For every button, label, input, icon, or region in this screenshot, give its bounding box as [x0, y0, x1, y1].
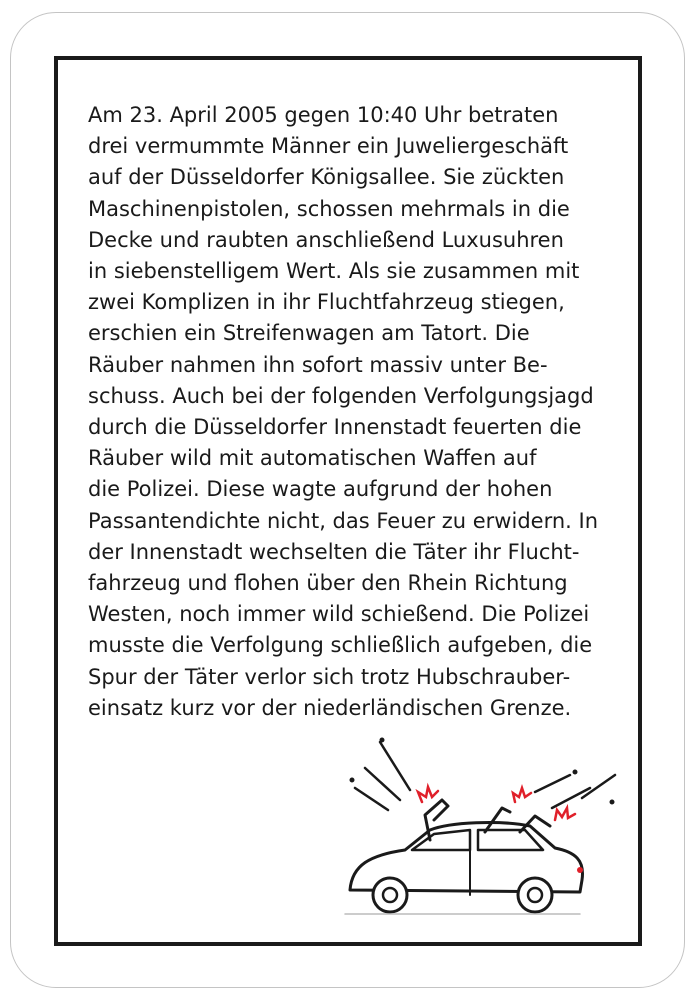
story-line: auf der Düsseldorfer Königsallee. Sie zückten [88, 165, 565, 190]
story-line: Westen, noch immer wild schießend. Die Polizei [88, 602, 590, 627]
story-line: einsatz kurz vor der niederländischen Grenze. [88, 695, 572, 720]
story-text [88, 100, 628, 724]
story-line: der Innenstadt wechselten die Täter ihr Flucht- [88, 539, 580, 564]
story-line: Räuber nahmen ihn sofort massiv unter Be- [88, 352, 548, 377]
story-line: Passantendichte nicht, das Feuer zu erwidern. In [88, 508, 598, 533]
story-line: musste die Verfolgung schließlich aufgeben, die [88, 633, 593, 658]
story-line: drei vermummte Männer ein Juweliergeschäft [88, 134, 569, 159]
getaway-car-shooting-icon [330, 730, 630, 930]
story-line: Maschinenpistolen, schossen mehrmals in die [88, 196, 570, 221]
story-line: Decke und raubten anschließend Luxusuhren [88, 227, 564, 252]
story-line: durch die Düsseldorfer Innenstadt feuerten die [88, 415, 582, 440]
story-line: die Polizei. Diese wagte aufgrund der hohen [88, 477, 553, 502]
story-line: zwei Komplizen in ihr Fluchtfahrzeug stiegen, [88, 290, 565, 315]
story-line: in siebenstelligem Wert. Als sie zusammen mit [88, 259, 580, 284]
story-line: schuss. Auch bei der folgenden Verfolgungsjagd [88, 383, 594, 408]
story-line: fahrzeug und flohen über den Rhein Richtung [88, 571, 568, 596]
story-line: Spur der Täter verlor sich trotz Hubschrauber- [88, 664, 571, 689]
story-line: erschien ein Streifenwagen am Tatort. Die [88, 321, 530, 346]
story-line: Räuber wild mit automatischen Waffen auf [88, 446, 537, 471]
story-line: Am 23. April 2005 gegen 10:40 Uhr betraten [88, 103, 559, 127]
